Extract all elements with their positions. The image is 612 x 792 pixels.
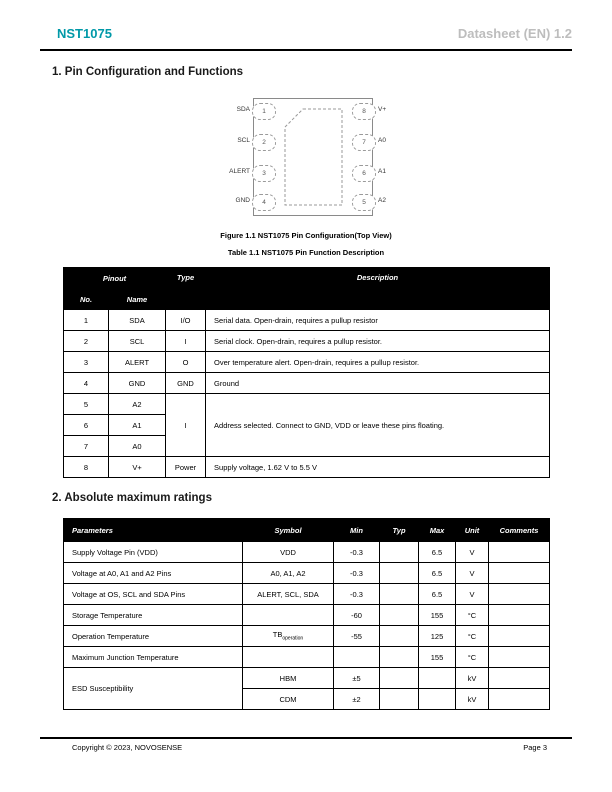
cell-min bbox=[334, 647, 380, 668]
figure-caption: Figure 1.1 NST1075 Pin Configuration(Top View) bbox=[220, 231, 392, 240]
pin-1-label: SDA bbox=[236, 106, 250, 113]
cell-name: A2 bbox=[109, 394, 166, 415]
cell-type: Power bbox=[166, 457, 206, 478]
copyright-text: Copyright © 2023, NOVOSENSE bbox=[72, 743, 183, 752]
cell-no: 6 bbox=[64, 415, 109, 436]
cell-max: 6.5 bbox=[419, 563, 456, 584]
cell-no: 4 bbox=[64, 373, 109, 394]
cell-unit: V bbox=[456, 563, 489, 584]
col-header-parameters: Parameters bbox=[64, 519, 243, 542]
cell-typ bbox=[380, 563, 419, 584]
cell-type-merged: I bbox=[166, 394, 206, 457]
cell-symbol: HBM bbox=[243, 668, 334, 689]
cell-unit: V bbox=[456, 584, 489, 605]
pin-4-pad: 4 bbox=[252, 194, 276, 211]
table-row bbox=[64, 542, 550, 563]
pin-2-pad: 2 bbox=[252, 134, 276, 151]
cell-name: ALERT bbox=[109, 352, 166, 373]
table-header-row bbox=[64, 268, 550, 289]
pin-configuration-diagram bbox=[222, 97, 392, 219]
col-header-unit: Unit bbox=[456, 519, 489, 542]
col-header-typ: Typ bbox=[380, 519, 419, 542]
cell-no: 1 bbox=[64, 310, 109, 331]
table-1-caption: Table 1.1 NST1075 Pin Function Description bbox=[227, 248, 385, 257]
cell-type: O bbox=[166, 352, 206, 373]
cell-max: 6.5 bbox=[419, 542, 456, 563]
col-header-type: Type bbox=[166, 268, 206, 310]
cell-typ bbox=[380, 689, 419, 710]
symbol-subscript: operation bbox=[282, 635, 304, 642]
col-header-min: Min bbox=[334, 519, 380, 542]
cell-no: 5 bbox=[64, 394, 109, 415]
cell-comments bbox=[489, 584, 550, 605]
cell-parameter: Operation Temperature bbox=[64, 626, 243, 647]
cell-symbol bbox=[243, 626, 334, 647]
table-row bbox=[64, 626, 550, 647]
cell-description: Ground bbox=[206, 373, 550, 394]
cell-comments bbox=[489, 689, 550, 710]
cell-min: -0.3 bbox=[334, 584, 380, 605]
cell-symbol: CDM bbox=[243, 689, 334, 710]
cell-max: 125 bbox=[419, 626, 456, 647]
product-name: NST1075 bbox=[57, 26, 112, 41]
cell-description: Serial clock. Open-drain, requires a pullup resistor. bbox=[206, 331, 550, 352]
cell-comments bbox=[489, 626, 550, 647]
cell-symbol bbox=[243, 647, 334, 668]
header-divider bbox=[40, 49, 572, 51]
table-row bbox=[64, 563, 550, 584]
cell-min: ±2 bbox=[334, 689, 380, 710]
cell-typ bbox=[380, 626, 419, 647]
col-header-symbol: Symbol bbox=[243, 519, 334, 542]
cell-name: SDA bbox=[109, 310, 166, 331]
cell-parameter: Voltage at A0, A1 and A2 Pins bbox=[64, 563, 243, 584]
pin-2-label: SCL bbox=[237, 137, 250, 144]
cell-parameter: Storage Temperature bbox=[64, 605, 243, 626]
col-header-comments: Comments bbox=[489, 519, 550, 542]
cell-min: -60 bbox=[334, 605, 380, 626]
cell-type: I/O bbox=[166, 310, 206, 331]
pin-1-pad: 1 bbox=[252, 103, 276, 120]
cell-symbol: A0, A1, A2 bbox=[243, 563, 334, 584]
cell-no: 8 bbox=[64, 457, 109, 478]
cell-typ bbox=[380, 584, 419, 605]
cell-parameter: Supply Voltage Pin (VDD) bbox=[64, 542, 243, 563]
cell-min: -0.3 bbox=[334, 542, 380, 563]
absolute-maximum-ratings-table bbox=[63, 518, 550, 710]
cell-comments bbox=[489, 542, 550, 563]
cell-max bbox=[419, 668, 456, 689]
table-row bbox=[64, 584, 550, 605]
section-2-title: 2. Absolute maximum ratings bbox=[52, 492, 212, 504]
cell-unit: °C bbox=[456, 605, 489, 626]
section-1-title: 1. Pin Configuration and Functions bbox=[52, 66, 244, 78]
col-header-max: Max bbox=[419, 519, 456, 542]
pin-6-label: A1 bbox=[378, 168, 386, 175]
pin-function-table bbox=[63, 267, 550, 478]
cell-no: 2 bbox=[64, 331, 109, 352]
cell-typ bbox=[380, 647, 419, 668]
cell-description-merged: Address selected. Connect to GND, VDD or leave these pins floating. bbox=[206, 394, 550, 457]
table-row bbox=[64, 310, 550, 331]
cell-unit: °C bbox=[456, 626, 489, 647]
cell-max: 155 bbox=[419, 605, 456, 626]
pin-3-pad: 3 bbox=[252, 165, 276, 182]
table-row bbox=[64, 331, 550, 352]
cell-max: 155 bbox=[419, 647, 456, 668]
cell-type: I bbox=[166, 331, 206, 352]
pin-7-pad: 7 bbox=[352, 134, 376, 151]
pin-8-label: V+ bbox=[378, 106, 387, 113]
col-header-name: Name bbox=[109, 289, 166, 310]
symbol-main: TB bbox=[272, 630, 283, 640]
cell-max bbox=[419, 689, 456, 710]
col-header-no: No. bbox=[64, 289, 109, 310]
cell-no: 7 bbox=[64, 436, 109, 457]
cell-min: ±5 bbox=[334, 668, 380, 689]
cell-min: -0.3 bbox=[334, 563, 380, 584]
document-title: Datasheet (EN) 1.2 bbox=[457, 26, 572, 41]
table-row bbox=[64, 457, 550, 478]
pin-3-label: ALERT bbox=[229, 168, 250, 175]
table-row bbox=[64, 605, 550, 626]
cell-symbol: ALERT, SCL, SDA bbox=[243, 584, 334, 605]
table-row bbox=[64, 394, 550, 415]
cell-typ bbox=[380, 542, 419, 563]
cell-max: 6.5 bbox=[419, 584, 456, 605]
cell-unit: kV bbox=[456, 689, 489, 710]
cell-symbol bbox=[243, 605, 334, 626]
cell-typ bbox=[380, 605, 419, 626]
cell-comments bbox=[489, 668, 550, 689]
cell-name: GND bbox=[109, 373, 166, 394]
pin-6-pad: 6 bbox=[352, 165, 376, 182]
col-header-pinout: Pinout bbox=[64, 268, 166, 289]
table-row bbox=[64, 352, 550, 373]
cell-parameter: Voltage at OS, SCL and SDA Pins bbox=[64, 584, 243, 605]
cell-parameter-merged: ESD Susceptibility bbox=[64, 668, 243, 710]
cell-type: GND bbox=[166, 373, 206, 394]
cell-name: V+ bbox=[109, 457, 166, 478]
col-header-description: Description bbox=[206, 268, 550, 310]
cell-comments bbox=[489, 605, 550, 626]
cell-unit: °C bbox=[456, 647, 489, 668]
cell-comments bbox=[489, 563, 550, 584]
cell-parameter: Maximum Junction Temperature bbox=[64, 647, 243, 668]
pin-5-pad: 5 bbox=[352, 194, 376, 211]
table-header-row bbox=[64, 519, 550, 542]
pin-8-pad: 8 bbox=[352, 103, 376, 120]
cell-unit: V bbox=[456, 542, 489, 563]
cell-name: A1 bbox=[109, 415, 166, 436]
cell-comments bbox=[489, 647, 550, 668]
cell-unit: kV bbox=[456, 668, 489, 689]
cell-description: Serial data. Open-drain, requires a pullup resistor bbox=[206, 310, 550, 331]
pin-7-label: A0 bbox=[378, 137, 386, 144]
cell-name: A0 bbox=[109, 436, 166, 457]
table-row bbox=[64, 647, 550, 668]
cell-description: Over temperature alert. Open-drain, requires a pullup resistor. bbox=[206, 352, 550, 373]
page-number: Page 3 bbox=[523, 743, 547, 752]
cell-symbol: VDD bbox=[243, 542, 334, 563]
cell-description: Supply voltage, 1.62 V to 5.5 V bbox=[206, 457, 550, 478]
table-row bbox=[64, 373, 550, 394]
cell-min: -55 bbox=[334, 626, 380, 647]
cell-typ bbox=[380, 668, 419, 689]
cell-no: 3 bbox=[64, 352, 109, 373]
table-row bbox=[64, 668, 550, 689]
pin-4-label: GND bbox=[235, 197, 250, 204]
footer-divider bbox=[40, 737, 572, 739]
pin-5-label: A2 bbox=[378, 197, 386, 204]
cell-name: SCL bbox=[109, 331, 166, 352]
